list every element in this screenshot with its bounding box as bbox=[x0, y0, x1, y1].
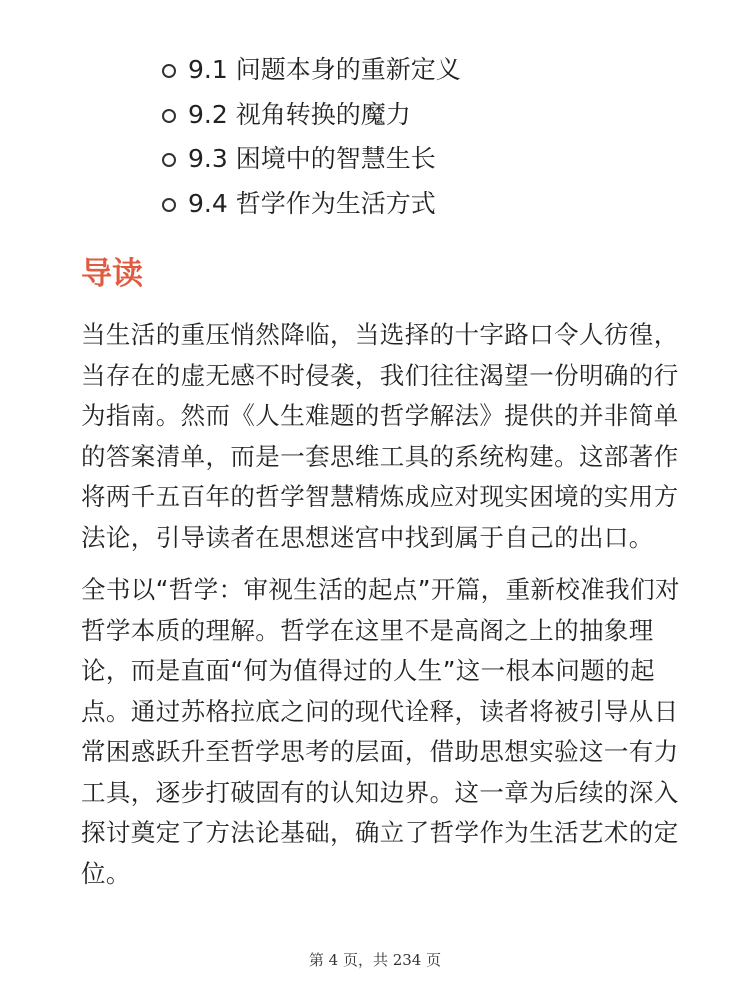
hollow-circle-bullet-icon bbox=[162, 64, 176, 78]
section-body bbox=[81, 315, 681, 906]
toc-item-label: 9.2 视角转换的魔力 bbox=[188, 99, 411, 129]
table-of-contents bbox=[0, 48, 750, 226]
toc-item-label: 9.3 困境中的智慧生长 bbox=[188, 144, 436, 173]
page-number-footer: 第 4 页，共 234 页 bbox=[308, 951, 442, 969]
toc-item bbox=[0, 93, 750, 138]
section-heading: 导读 bbox=[81, 256, 143, 292]
body-paragraph: 全书以“哲学：审视生活的起点”开篇，重新校准我们对哲学本质的理解。哲学在这里不是高阁之上的抽象理论，而是直面“何为值得过的人生”这一根本问题的起点。通过苏格拉底之问的现代诠释，读者将被引导从日常困惑跃升至哲学思考的层面，借助思想实验这一有力工具，逐步打破固有的认知边界。这一章为后续的深入探讨奠定了方法论基础，确立了哲学作为生活艺术的定位。 bbox=[81, 575, 680, 888]
hollow-circle-bullet-icon bbox=[162, 109, 176, 123]
toc-item bbox=[0, 182, 750, 227]
body-paragraph: 当生活的重压悄然降临，当选择的十字路口令人彷徨，当存在的虚无感不时侵袭，我们往往渴望一份明确的行为指南。然而《人生难题的哲学解法》提供的并非简单的答案清单，而是一套思维工具的系统构建。这部著作将两千五百年的哲学智慧精炼成应对现实困境的实用方法论，引导读者在思想迷宫中找到属于自己的出口。 bbox=[81, 320, 679, 552]
toc-item-label: 9.1 问题本身的重新定义 bbox=[188, 55, 461, 84]
hollow-circle-bullet-icon bbox=[162, 153, 176, 167]
toc-item bbox=[0, 48, 750, 93]
hollow-circle-bullet-icon bbox=[162, 198, 176, 212]
toc-item-label: 9.4 哲学作为生活方式 bbox=[188, 188, 436, 218]
toc-item bbox=[0, 137, 750, 182]
